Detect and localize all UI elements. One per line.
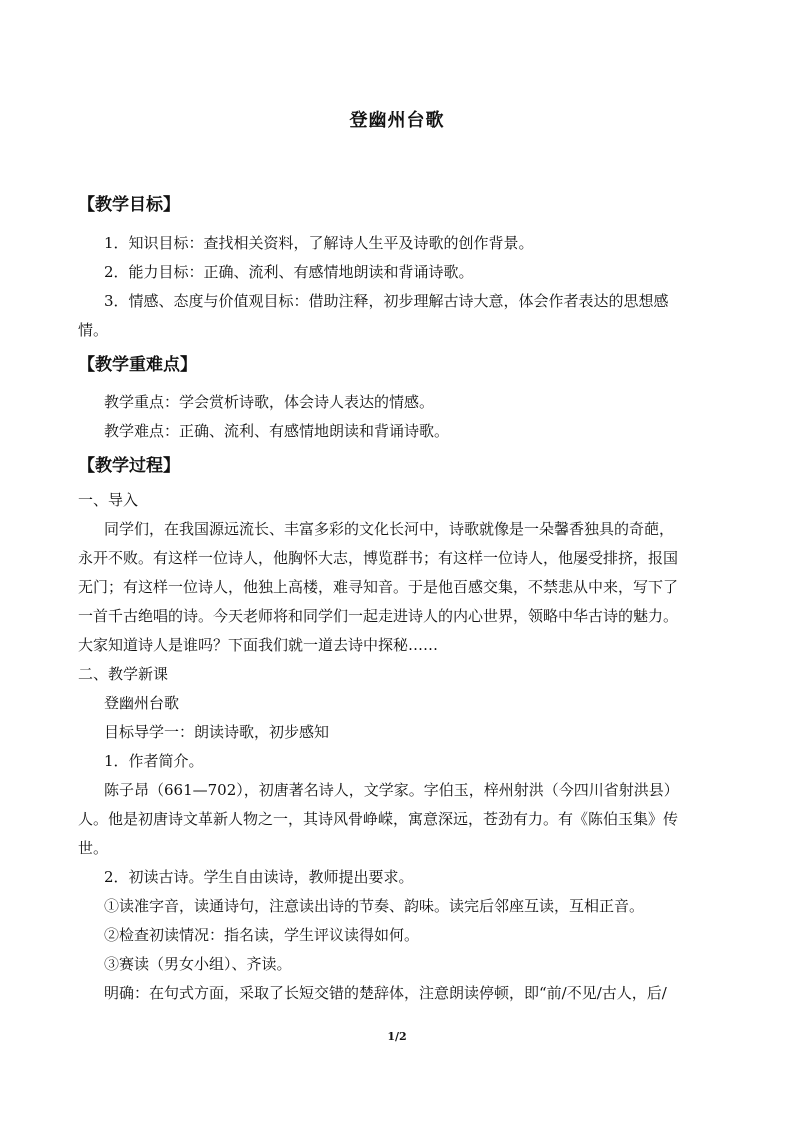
poem-title: 登幽州台歌 [104, 694, 180, 712]
target-one: 目标导学一：朗读诗歌，初步感知 [104, 723, 330, 741]
intro-paragraph-line: 无门；有这样一位诗人，他独上高楼，难寻知音。于是他百感交集，不禁悲从中来，写下了 [78, 578, 679, 596]
intro-paragraph-line: 大家知道诗人是谁吗？下面我们就一道去诗中探秘…… [78, 636, 439, 654]
author-paragraph-line: 人。他是初唐诗文革新人物之一，其诗风骨峥嵘，寓意深远，苍劲有力。有《陈伯玉集》传 [78, 810, 679, 828]
author-paragraph-line: 陈子昂（661—702），初唐著名诗人，文学家。字伯玉，梓州射洪（今四川省射洪县） [104, 781, 679, 799]
new-lesson-heading: 二、教学新课 [78, 665, 169, 683]
reading-step-1: ①读准字音，读通诗句，注意读出诗的节奏、韵味。读完后邻座互读，互相正音。 [104, 897, 645, 915]
reading-step-3: ③赛读（男女小组）、齐读。 [104, 955, 292, 973]
intro-paragraph-line: 一首千古绝唱的诗。今天老师将和同学们一起走进诗人的内心世界，领略中华古诗的魅力。 [78, 607, 679, 625]
goal-item-3-cont: 情。 [78, 321, 109, 339]
goal-item-2: 2．能力目标：正确、流利、有感情地朗读和背诵诗歌。 [104, 263, 474, 281]
author-paragraph-line: 世。 [78, 839, 109, 857]
key-points-heading: 【教学重难点】 [78, 355, 197, 375]
goals-heading: 【教学目标】 [78, 195, 180, 215]
first-reading-heading: 2．初读古诗。学生自由读诗，教师提出要求。 [104, 868, 414, 886]
intro-heading: 一、导入 [78, 491, 139, 509]
intro-paragraph-line: 同学们，在我国源远流长、丰富多彩的文化长河中，诗歌就像是一朵馨香独具的奇葩， [104, 520, 675, 538]
clarification-line: 明确：在句式方面，采取了长短交错的楚辞体，注意朗读停顿，即“前/不见/古人，后/ [104, 984, 667, 1002]
document-title: 登幽州台歌 [349, 110, 445, 131]
author-intro-heading: 1．作者简介。 [104, 752, 204, 770]
page-number: 1/2 [387, 1030, 407, 1043]
goal-item-3: 3．情感、态度与价值观目标：借助注释，初步理解古诗大意，体会作者表达的思想感 [104, 292, 669, 310]
intro-paragraph-line: 永开不败。有这样一位诗人，他胸怀大志，博览群书；有这样一位诗人，他屡受排挤，报国 [78, 549, 679, 567]
reading-step-2: ②检查初读情况：指名读，学生评议读得如何。 [104, 926, 420, 944]
key-point: 教学重点：学会赏析诗歌，体会诗人表达的情感。 [104, 393, 435, 411]
goal-item-1: 1．知识目标：查找相关资料，了解诗人生平及诗歌的创作背景。 [104, 234, 534, 252]
difficult-point: 教学难点：正确、流利、有感情地朗读和背诵诗歌。 [104, 422, 450, 440]
process-heading: 【教学过程】 [78, 456, 180, 476]
